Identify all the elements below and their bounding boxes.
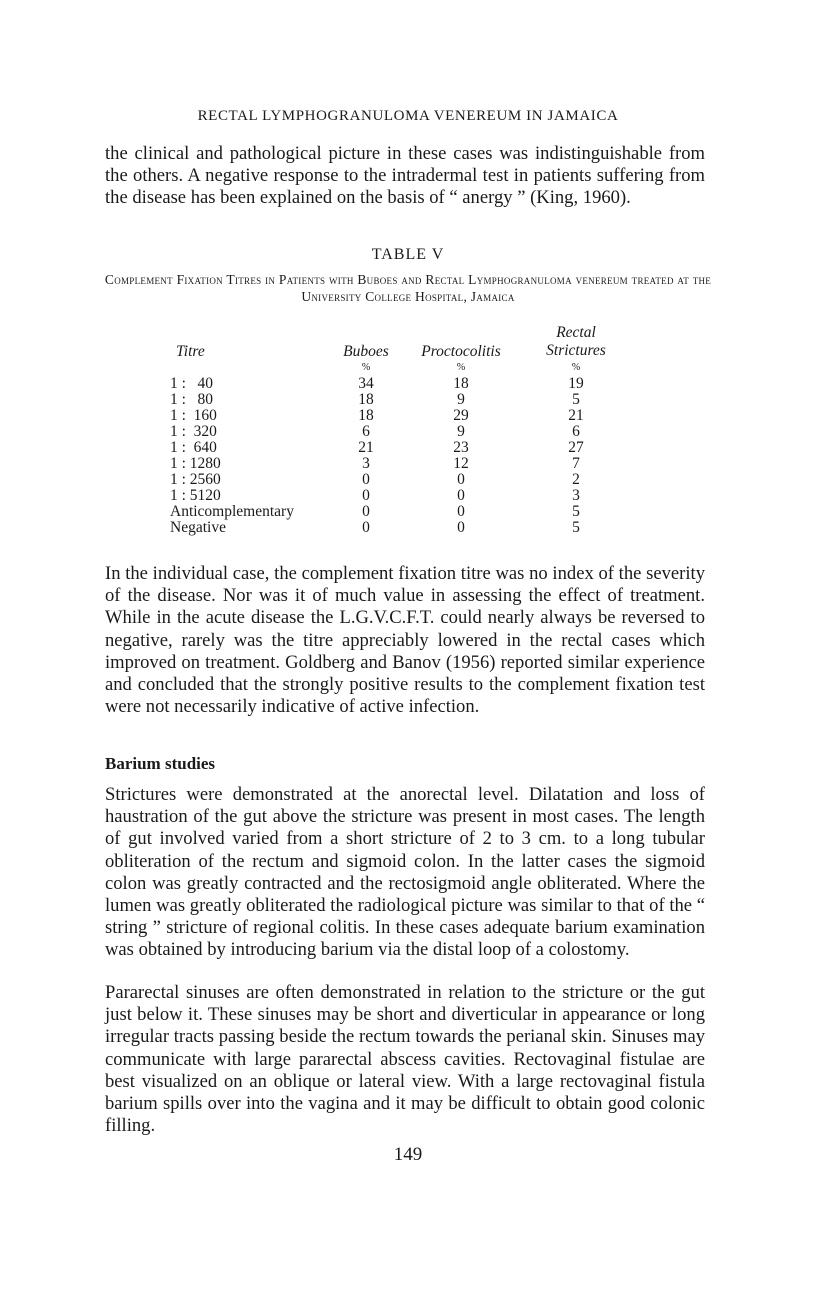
rectal-strictures-cell: 27 (568, 439, 584, 456)
header-titre: Titre (176, 343, 205, 360)
proctocolitis-cell: 0 (457, 471, 465, 488)
table-row (166, 408, 626, 424)
table-row (166, 488, 626, 504)
rectal-strictures-cell: 21 (568, 407, 584, 424)
titre-cell: 1 : 320 (170, 423, 217, 440)
table-row (166, 504, 626, 520)
running-head: RECTAL LYMPHOGRANULOMA VENEREUM IN JAMAICA (197, 108, 619, 124)
percent-proctocolitis: % (456, 362, 466, 373)
table-body (166, 376, 626, 536)
header-rectal-strictures: Rectal Strictures (546, 324, 606, 359)
table-row (166, 376, 626, 392)
rectal-strictures-cell: 7 (572, 455, 580, 472)
body-paragraph: Pararectal sinuses are often demonstrated in relation to the stricture or the gut just below it. These sinuses may be short and diverticular in appearance or long irregular tracts passing beside the rectum towards the perianal skin. Sinuses may communicate with large pararectal abscess cavities. Rectovaginal fistulae are best visualized on an oblique or lateral view. With a large rectovaginal fistula barium spills over into the vagina and it may be difficult to obtain good colonic filling. (105, 982, 705, 1137)
table-row (166, 424, 626, 440)
titre-cell: 1 : 5120 (170, 487, 221, 504)
rectal-strictures-cell: 5 (572, 519, 580, 536)
table-header-row (166, 324, 626, 360)
table-row (166, 472, 626, 488)
proctocolitis-cell: 0 (457, 487, 465, 504)
buboes-cell: 0 (362, 503, 370, 520)
proctocolitis-cell: 0 (457, 503, 465, 520)
titre-cell: 1 : 40 (170, 375, 214, 392)
titre-cell: 1 : 1280 (170, 455, 221, 472)
proctocolitis-cell: 0 (457, 519, 465, 536)
rectal-strictures-cell: 6 (572, 423, 580, 440)
titre-cell: 1 : 80 (170, 391, 214, 408)
page-number: 149 (393, 1144, 423, 1165)
buboes-cell: 6 (362, 423, 370, 440)
buboes-cell: 0 (362, 471, 370, 488)
titre-cell: 1 : 160 (170, 407, 217, 424)
body-paragraph: the clinical and pathological picture in these cases was indistinguishable from the others. A negative response to the intradermal test in patients suffering from the disease has been explained on the basis of “ anergy ” (King, 1960). (105, 143, 705, 209)
proctocolitis-cell: 9 (457, 391, 465, 408)
rectal-strictures-cell: 3 (572, 487, 580, 504)
body-paragraph: In the individual case, the complement fixation titre was no index of the severity of the disease. Nor was it of much value in assessing the effect of treatment. While in the acute disease the L.G.V.C.F.T. could nearly always be reversed to negative, rarely was the titre appreciably lowered in the rectal cases which improved on treatment. Goldberg and Banov (1956) reported similar experience and concluded that the strongly positive results to the complement fixation test were not necessarily indicative of active infection. (105, 563, 705, 718)
rectal-strictures-cell: 5 (572, 503, 580, 520)
buboes-cell: 18 (358, 407, 374, 424)
buboes-cell: 18 (358, 391, 374, 408)
titre-table (166, 324, 626, 536)
proctocolitis-cell: 23 (453, 439, 469, 456)
titre-cell: 1 : 640 (170, 439, 217, 456)
section-heading: Barium studies (105, 754, 216, 773)
titre-cell: Negative (170, 519, 226, 536)
proctocolitis-cell: 29 (453, 407, 469, 424)
buboes-cell: 0 (362, 519, 370, 536)
proctocolitis-cell: 9 (457, 423, 465, 440)
header-proctocolitis: Proctocolitis (421, 343, 501, 360)
percent-row (166, 360, 626, 376)
buboes-cell: 0 (362, 487, 370, 504)
buboes-cell: 34 (358, 375, 374, 392)
table-row (166, 520, 626, 536)
titre-cell: 1 : 2560 (170, 471, 221, 488)
titre-cell: Anticomplementary (170, 503, 294, 520)
table-caption: Complement Fixation Titres in Patients with Buboes and Rectal Lymphogranuloma venereum treated at the University College Hospital, Jamaica (104, 272, 712, 304)
table-row (166, 456, 626, 472)
header-buboes: Buboes (343, 343, 389, 360)
proctocolitis-cell: 18 (453, 375, 469, 392)
table-row (166, 440, 626, 456)
percent-buboes: % (361, 362, 371, 373)
table-label: TABLE V (371, 246, 445, 263)
percent-rectal-strictures: % (571, 362, 581, 373)
buboes-cell: 21 (358, 439, 374, 456)
rectal-strictures-cell: 5 (572, 391, 580, 408)
rectal-strictures-cell: 19 (568, 375, 584, 392)
table-row (166, 392, 626, 408)
rectal-strictures-cell: 2 (572, 471, 580, 488)
body-paragraph: Strictures were demonstrated at the anorectal level. Dilatation and loss of haustration of the gut above the stricture was present in most cases. The length of gut involved varied from a short stricture of 2 to 3 cm. to a long tubular obliteration of the rectum and sigmoid colon. In the latter cases the sigmoid colon was greatly contracted and the rectosigmoid angle obliterated. Where the lumen was greatly obliterated the radiological picture was similar to that of the “ string ” stricture of regional colitis. In these cases adequate barium examination was obtained by introducing barium via the distal loop of a colostomy. (105, 784, 705, 961)
buboes-cell: 3 (362, 455, 370, 472)
proctocolitis-cell: 12 (453, 455, 469, 472)
